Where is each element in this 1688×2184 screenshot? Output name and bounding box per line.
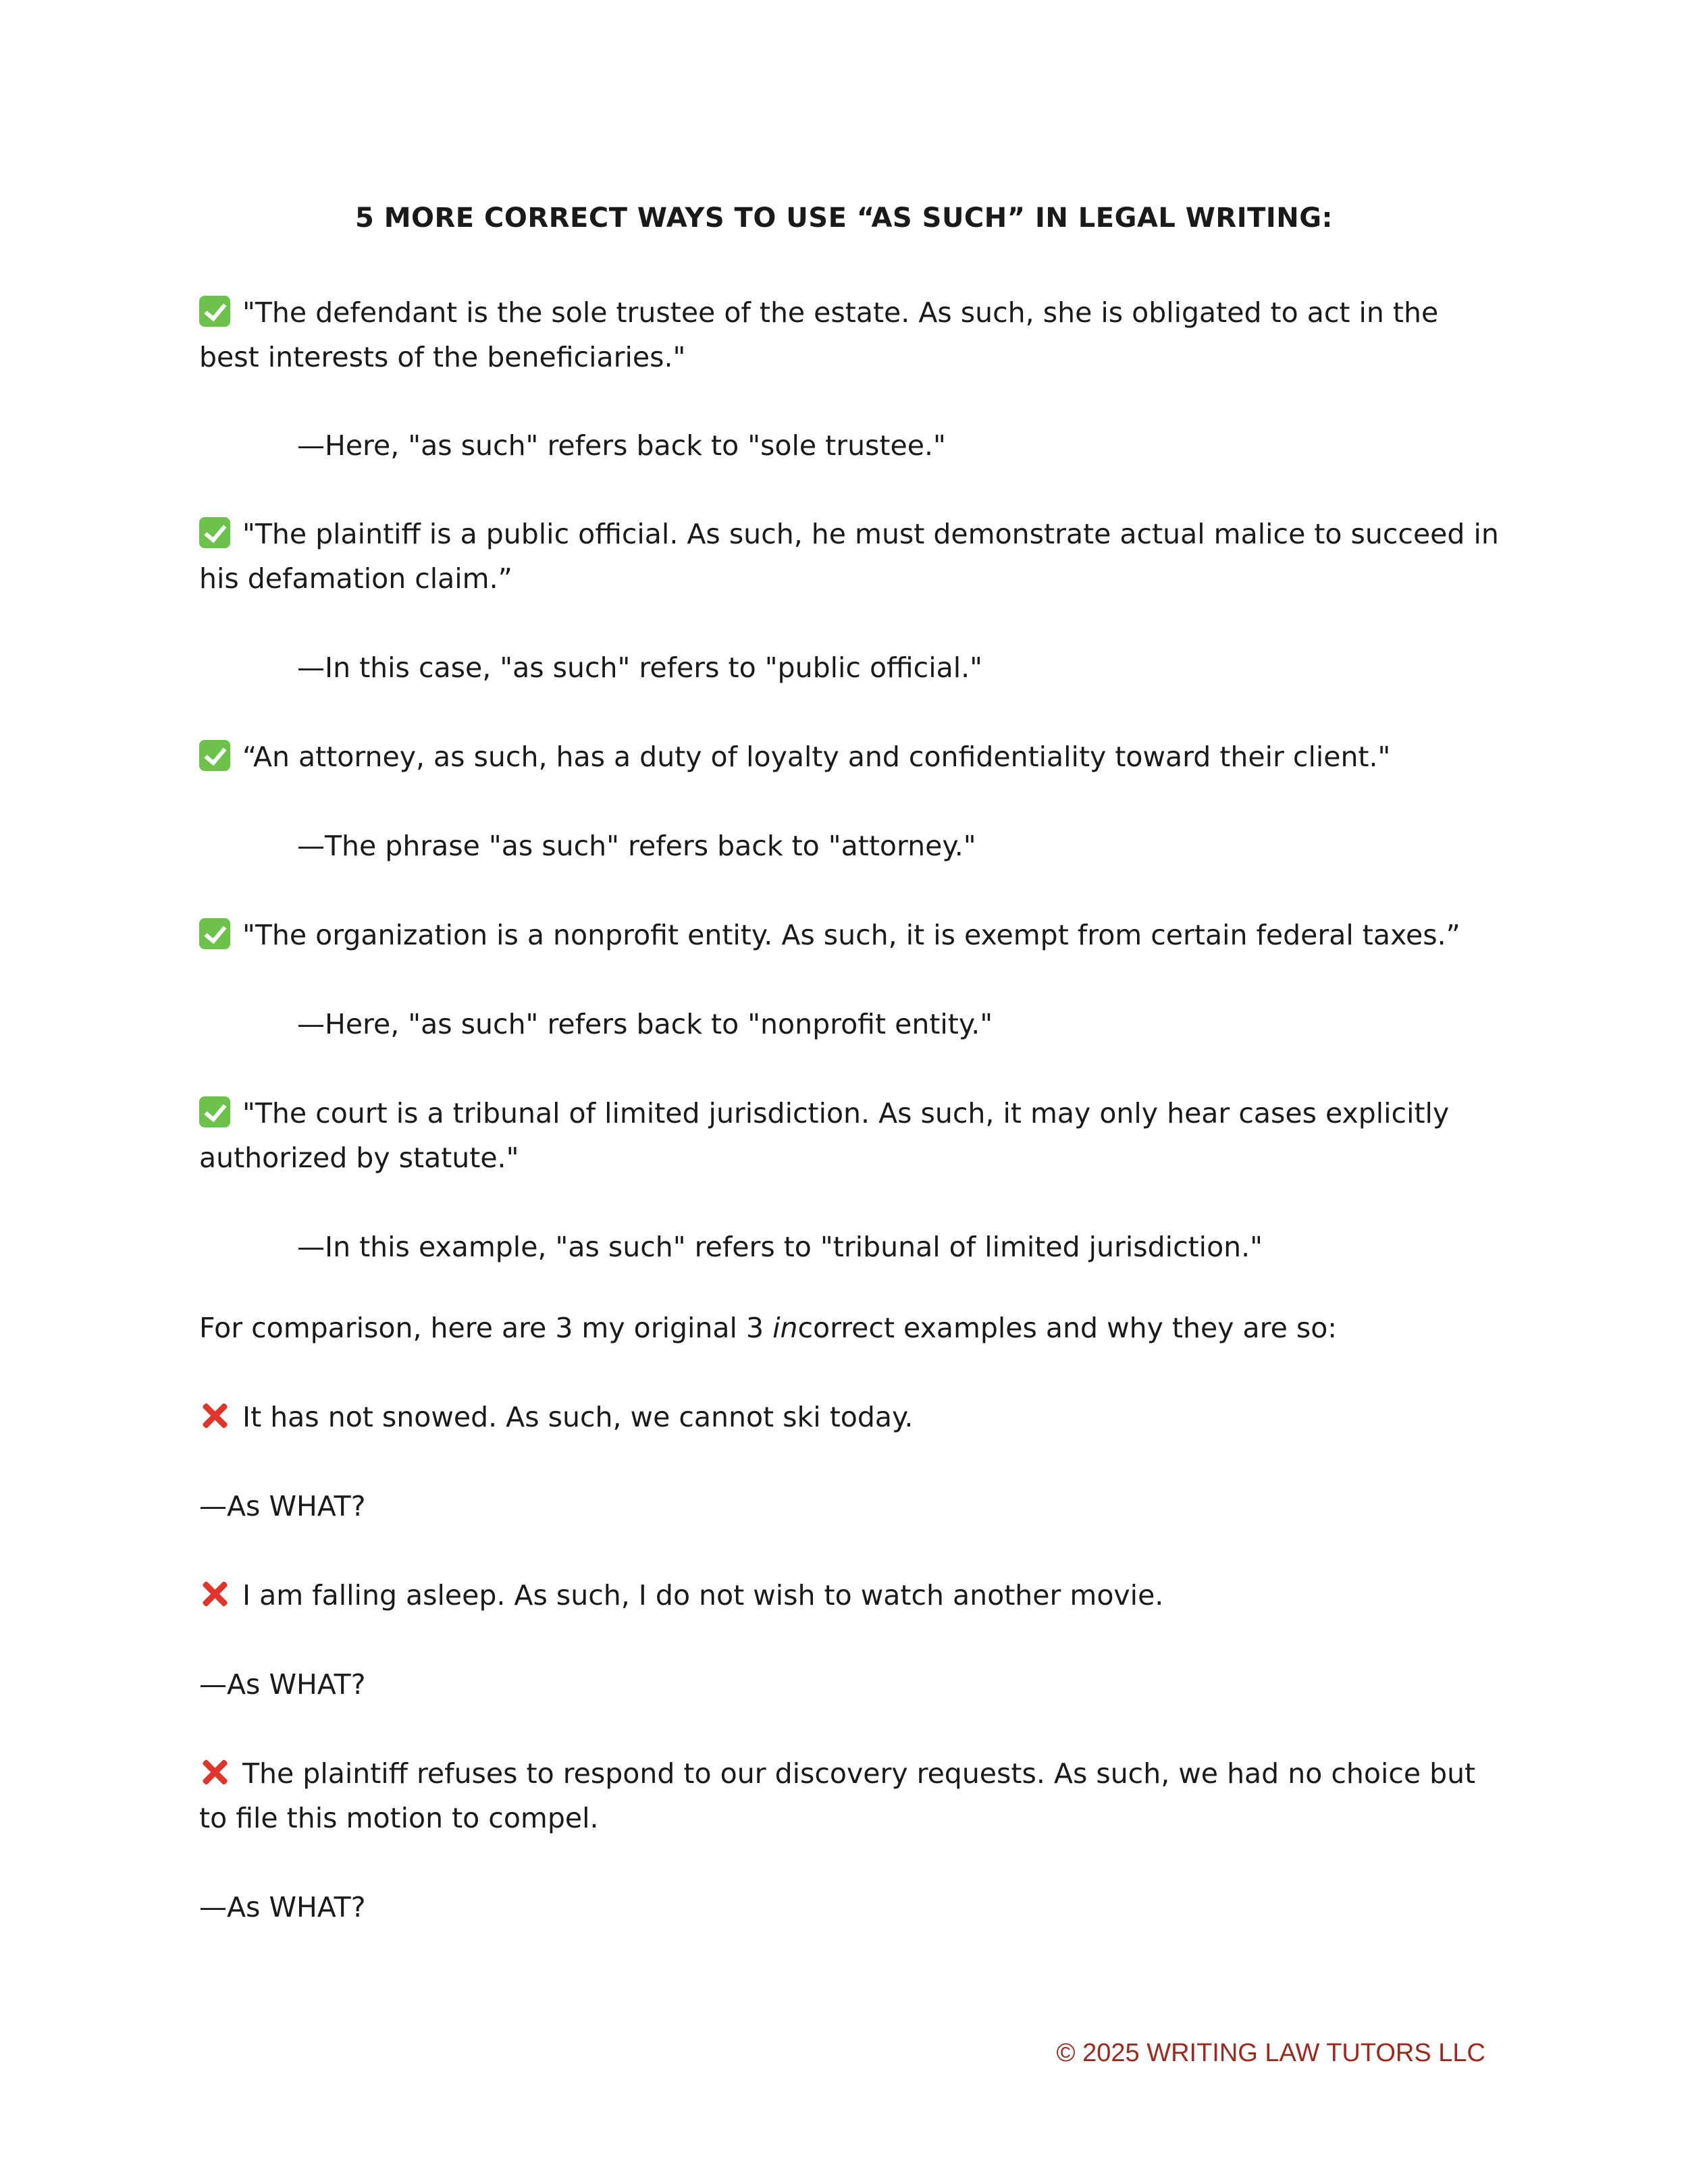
comparison-emphasis: in [772,1312,798,1344]
copyright-footer: © 2025 WRITING LAW TUTORS LLC [1056,2039,1485,2067]
correct-example-2-note: —In this case, "as such" refers to "public official." [297,651,983,684]
correct-example-3-note: —The phrase "as such" refers back to "attorney." [297,830,976,862]
correct-example-5-text: "The court is a tribunal of limited jurisdiction. As such, it may only hear cases explicitly authorized by statute." [199,1097,1450,1174]
check-mark-icon [199,517,230,548]
incorrect-example-3-text: The plaintiff refuses to respond to our discovery requests. As such, we had no choice but to file this motion to compel. [199,1757,1476,1834]
check-mark-icon [199,740,230,771]
incorrect-example-1-text: It has not snowed. As such, we cannot ski today. [242,1401,914,1433]
check-mark-icon [199,296,230,327]
cross-mark-icon [199,1578,230,1609]
incorrect-example-1 [199,1395,1502,1439]
incorrect-example-1-note: —As WHAT? [199,1490,366,1522]
correct-example-4-note: —Here, "as such" refers back to "nonprofit entity." [297,1008,993,1040]
correct-example-2-text: "The plaintiff is a public official. As such, he must demonstrate actual malice to succeed in his defamation claim.” [199,518,1499,595]
correct-example-1-text: "The defendant is the sole trustee of the estate. As such, she is obligated to act in the best interests of the beneficiaries." [199,296,1439,373]
incorrect-example-2 [199,1573,1502,1618]
correct-example-2 [199,512,1502,601]
comparison-text-after: correct examples and why they are so: [797,1312,1338,1344]
incorrect-example-2-text: I am falling asleep. As such, I do not wish to watch another movie. [242,1579,1164,1612]
document-title: 5 MORE CORRECT WAYS TO USE “AS SUCH” IN LEGAL WRITING: [354,203,1334,234]
correct-example-5 [199,1091,1502,1180]
correct-example-1-note: —Here, "as such" refers back to "sole trustee." [297,429,946,462]
comparison-text-before: For comparison, here are 3 my original 3 [199,1312,773,1344]
incorrect-example-3-note: —As WHAT? [199,1891,366,1923]
check-mark-icon [199,918,230,949]
correct-example-3 [199,735,1502,779]
incorrect-example-2-note: —As WHAT? [199,1668,366,1701]
correct-example-3-text: “An attorney, as such, has a duty of loyalty and confidentiality toward their client." [242,741,1391,773]
correct-example-5-note: —In this example, "as such" refers to "tribunal of limited jurisdiction." [297,1231,1263,1263]
incorrect-example-3 [199,1751,1502,1840]
correct-example-4-text: "The organization is a nonprofit entity. As such, it is exempt from certain federal taxes.” [242,919,1460,951]
cross-mark-icon [199,1757,230,1788]
correct-example-4 [199,913,1502,957]
comparison-sentence [199,1306,1502,1350]
correct-example-1 [199,290,1502,379]
cross-mark-icon [199,1400,230,1431]
check-mark-icon [199,1096,230,1127]
